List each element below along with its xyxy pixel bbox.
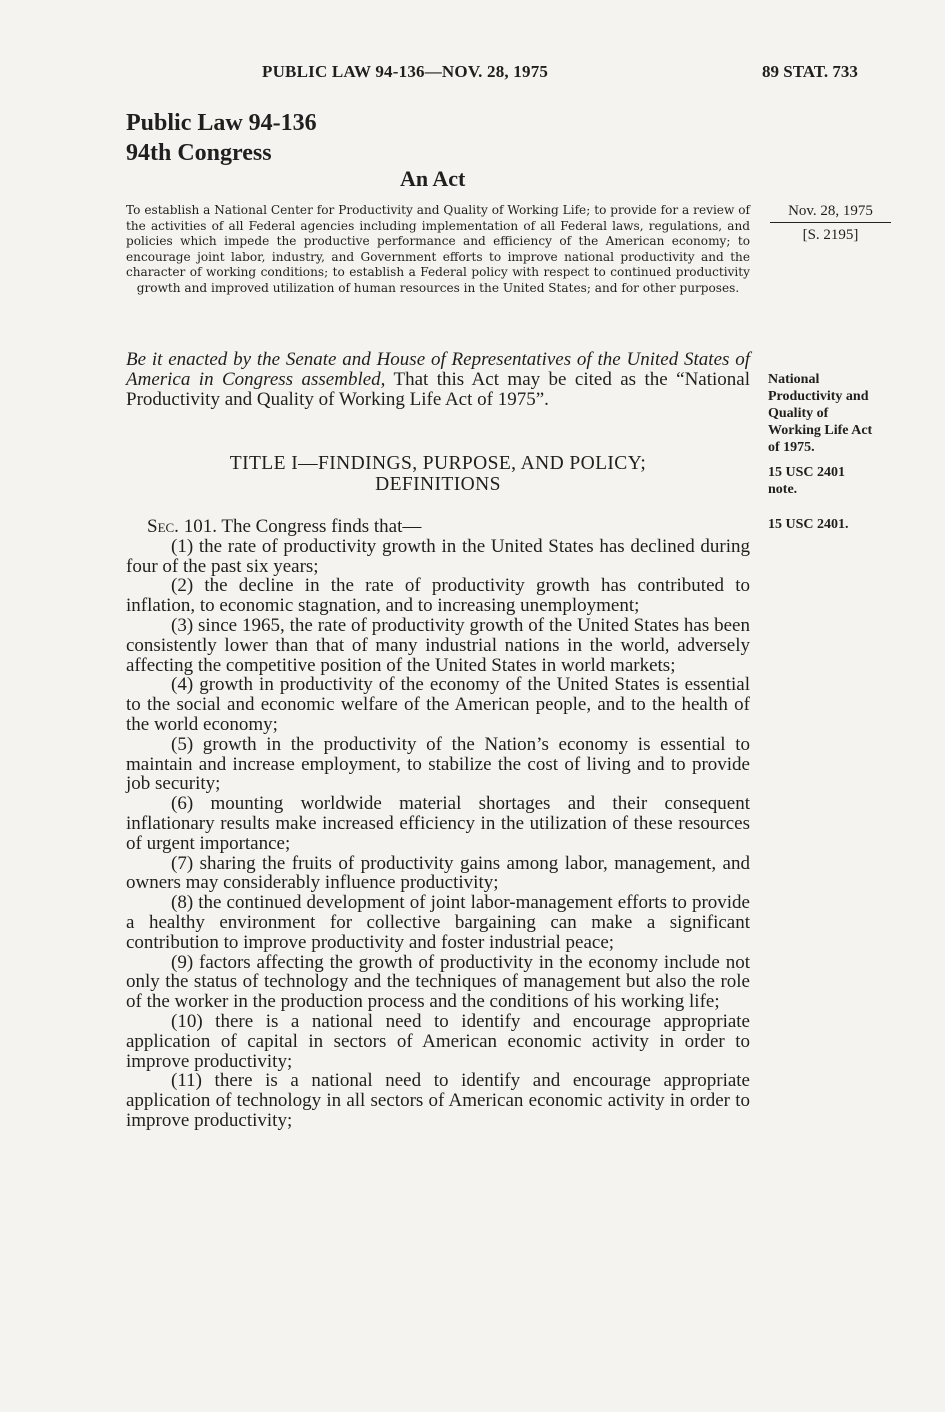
finding-paragraph: (10) there is a national need to identify and encourage appropriate application of capital in sectors of American economic activity in order to improve productivity; [126, 1010, 750, 1072]
finding-paragraph: (1) the rate of productivity growth in the United States has declined during four of the past six years; [126, 535, 750, 577]
margin-note-line: note. [768, 482, 798, 497]
section-intro-text: 101. The Congress finds that— [178, 516, 422, 537]
enacting-clause-italic: Be it enacted by the Senate and House of Representatives of the United States of America in Congress assembled, [126, 349, 750, 390]
finding-paragraph: (9) factors affecting the growth of productivity in the economy include not only the status of technology and the techniques of management but also the role of the worker in the production process and the conditions of his working life; [126, 951, 750, 1013]
finding-paragraph: (5) growth in the productivity of the Nation’s economy is essential to maintain and increase employment, to stabilize the cost of living and to provide job security; [126, 733, 750, 795]
margin-bill-number: [S. 2195] [802, 227, 859, 243]
margin-note-line: of 1975. [768, 440, 815, 455]
title-heading [126, 453, 750, 495]
margin-note-popular-name [768, 371, 898, 456]
finding-paragraph: (11) there is a national need to identify and encourage appropriate application of technology in all sectors of American economic activity in order to improve productivity; [126, 1070, 750, 1131]
section-intro [126, 517, 750, 537]
margin-note-line: Quality of [768, 406, 829, 421]
section-label: Sec. [147, 516, 179, 537]
margin-date: Nov. 28, 1975 [770, 203, 891, 223]
finding-paragraph: (6) mounting worldwide material shortages and their consequent inflationary results make increased efficiency in the utilization of these resources of urgent importance; [126, 793, 750, 854]
congress-number: 94th Congress [126, 140, 272, 166]
margin-note-usc: 15 USC 2401. [768, 517, 849, 532]
margin-note-line: Working Life Act [768, 423, 873, 438]
finding-paragraph: (8) the continued development of joint labor-management efforts to provide a healthy environment for collective bargaining can make a significant contribution to improve productivity and foster industrial peace; [126, 892, 750, 953]
enacting-clause-short-title: That this Act may be cited as the “National Productivity and Quality of Working Life Act of 1975”. [126, 368, 750, 410]
finding-paragraph: (2) the decline in the rate of productivity growth has contributed to inflation, to economic stagnation, and to increasing unemployment; [126, 575, 750, 617]
act-heading: An Act [400, 166, 466, 191]
enacting-clause [126, 350, 750, 409]
margin-note-line: National [768, 372, 820, 387]
margin-note-line: 15 USC 2401 [768, 465, 846, 480]
law-number: Public Law 94-136 [126, 110, 317, 136]
title-heading-line: TITLE I—FINDINGS, PURPOSE, AND POLICY; [229, 453, 647, 474]
long-title: To establish a National Center for Productivity and Quality of Working Life; to provide for a review of the activities of all Federal agencies including implementation of all Federal laws, regulations, and policies which impede the productive performance and efficiency of the American economy; to encourage joint labor, industry, and Government efforts to improve national productivity and the character of working conditions; to establish a Federal policy with respect to continued productivity growth and improved utilization of human resources in the United States; and for other purposes. [126, 203, 750, 295]
margin-note-usc-note [768, 464, 898, 498]
finding-paragraph: (4) growth in productivity of the economy of the United States is essential to the social and economic welfare of the American people, and to the health of the world economy; [126, 674, 750, 735]
finding-paragraph: (7) sharing the fruits of productivity gains among labor, management, and owners may considerably influence productivity; [126, 852, 750, 894]
running-head: PUBLIC LAW 94-136—NOV. 28, 1975 [262, 62, 549, 81]
title-heading-line: DEFINITIONS [375, 474, 501, 495]
margin-note-line: Productivity and [768, 389, 869, 404]
statute-page-reference: 89 STAT. 733 [762, 62, 858, 81]
section-101 [126, 517, 750, 1131]
finding-paragraph: (3) since 1965, the rate of productivity growth of the United States has been consistently lower than that of many industrial nations in the world, adversely affecting the competitive position of the United States in world markets; [126, 614, 750, 676]
